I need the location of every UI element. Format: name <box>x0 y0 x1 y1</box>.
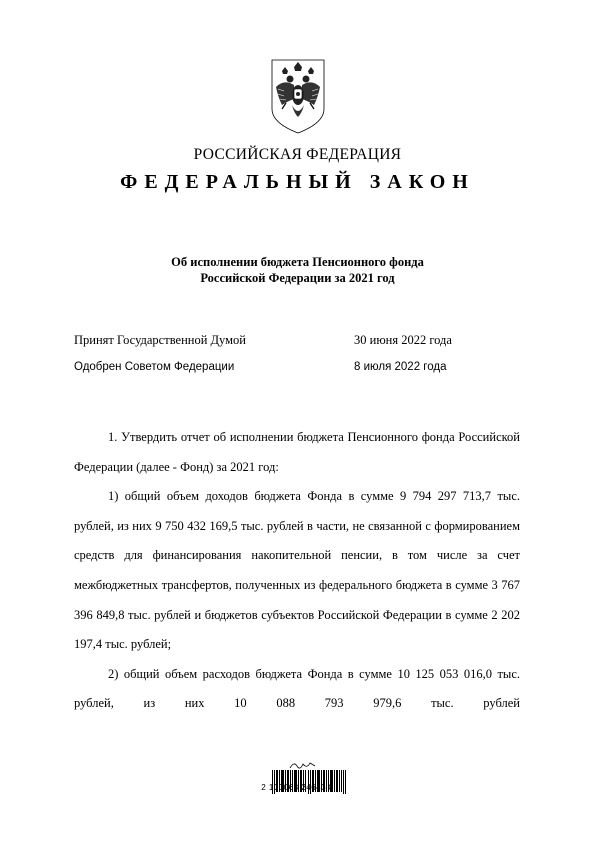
law-body <box>74 423 520 719</box>
article-paragraph: 1. Утвердить отчет об исполнении бюджета Пенсионного фонда Российской Федерации (далее - Фонд) за 2021 год: <box>74 430 520 474</box>
law-subject <box>0 254 595 286</box>
adoption-date: 8 июля 2022 года <box>354 361 447 373</box>
coat-of-arms-icon <box>268 57 328 135</box>
law-subject-line-1: Об исполнении бюджета Пенсионного фонда <box>171 255 424 269</box>
adoption-date: 30 июня 2022 года <box>354 333 452 347</box>
country-name: РОССИЙСКАЯ ФЕДЕРАЦИЯ <box>193 146 402 163</box>
document-type-title: ФЕДЕРАЛЬНЫЙ ЗАКОН <box>120 171 475 193</box>
article-paragraph: 2) общий объем расходов бюджета Фонда в сумме 10 125 053 016,0 тыс. рублей, из них 10 088 793 979,6 тыс. рублей <box>74 666 520 711</box>
barcode-number: 2 100068 24643 8 <box>261 783 334 792</box>
signature-icon <box>288 760 318 770</box>
adoption-label: Принят Государственной Думой <box>74 333 246 347</box>
barcode-block <box>270 760 350 804</box>
law-subject-line-2: Российской Федерации за 2021 год <box>200 271 395 285</box>
adoption-label: Одобрен Советом Федерации <box>74 361 235 373</box>
article-paragraph: 1) общий объем доходов бюджета Фонда в сумме 9 794 297 713,7 тыс. рублей, из них 9 750 432 169,5 тыс. рублей в части, не связанной с формированием средств для финансирования накопительной пенсии, в том числе за счет межбюджетных трансфертов, полученных из федерального бюджета в сумме 3 767 396 849,8 тыс. рублей и бюджетов субъектов Российской Федерации в сумме 2 202 197,4 тыс. рублей; <box>74 489 520 652</box>
